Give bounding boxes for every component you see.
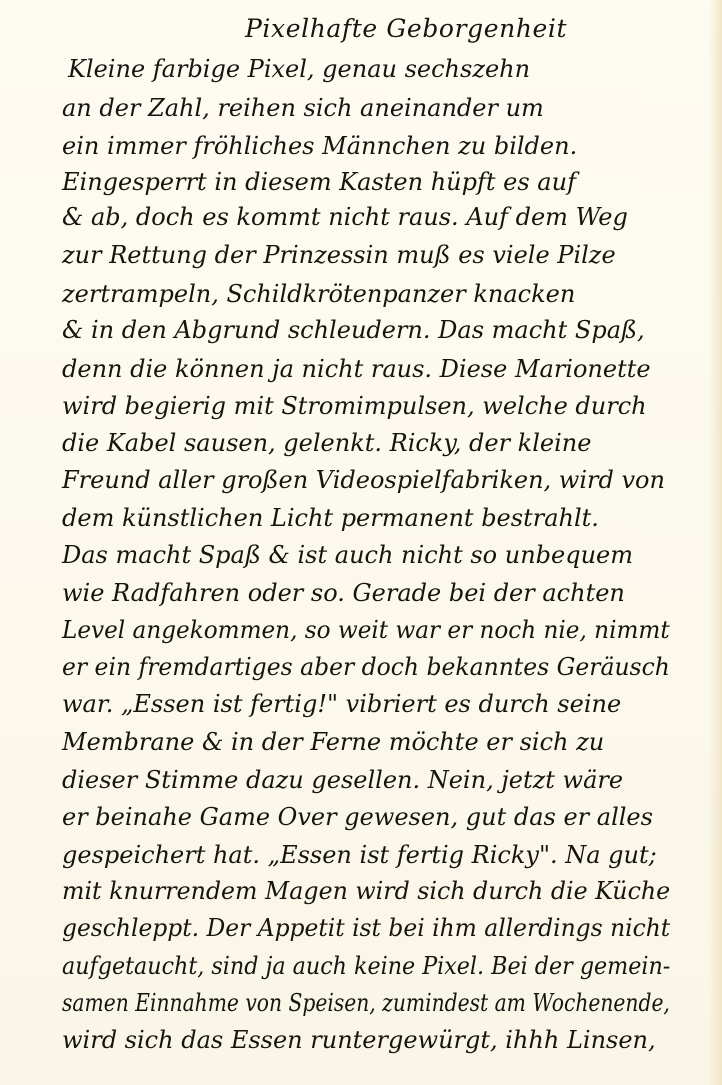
text-line: zur Rettung der Prinzessin muß es viele Pilze [62, 241, 616, 269]
text-line: geschleppt. Der Appetit ist bei ihm allerdings nicht [62, 914, 671, 942]
text-line: gespeichert hat. „Essen ist fertig Ricky". Na gut; [62, 841, 657, 869]
text-line: dem künstlichen Licht permanent bestrahlt. [62, 504, 599, 532]
text-line: Membrane & in der Ferne möchte er sich zu [62, 728, 605, 756]
text-line: an der Zahl, reihen sich aneinander um [62, 94, 544, 122]
text-line: Eingesperrt in diesem Kasten hüpft es auf [62, 168, 576, 196]
text-line: wie Radfahren oder so. Gerade bei der achten [62, 579, 625, 607]
text-line: wird sich das Essen runtergewürgt, ihhh Linsen, [62, 1026, 656, 1054]
page-title: Pixelhafte Geborgenheit [245, 14, 568, 43]
text-line: die Kabel sausen, gelenkt. Ricky, der kleine [62, 429, 592, 457]
text-line: Level angekommen, so weit war er noch nie, nimmt [62, 616, 670, 644]
text-line: samen Einnahme von Speisen, zumindest am Wochenende, [62, 989, 670, 1017]
text-line: ein immer fröhliches Männchen zu bilden. [62, 132, 578, 160]
text-line: Kleine farbige Pixel, genau sechszehn [68, 55, 531, 83]
text-line: zertrampeln, Schildkrötenpanzer knacken [62, 280, 576, 308]
text-line: & in den Abgrund schleudern. Das macht Spaß, [62, 316, 645, 344]
text-line: Freund aller großen Videospielfabriken, wird von [62, 466, 665, 494]
text-line: mit knurrendem Magen wird sich durch die Küche [62, 877, 671, 905]
text-line: & ab, doch es kommt nicht raus. Auf dem Weg [62, 203, 628, 231]
text-line: er ein fremdartiges aber doch bekanntes Geräusch [62, 653, 670, 681]
text-line: dieser Stimme dazu gesellen. Nein, jetzt wäre [62, 766, 624, 794]
text-line: er beinahe Game Over gewesen, gut das er alles [62, 803, 653, 831]
text-line: war. „Essen ist fertig!" vibriert es durch seine [62, 690, 622, 718]
text-line: Das macht Spaß & ist auch nicht so unbequem [62, 541, 634, 569]
text-line: wird begierig mit Stromimpulsen, welche durch [62, 392, 647, 420]
text-line: aufgetaucht, sind ja auch keine Pixel. Bei der gemein- [62, 952, 671, 980]
text-line: denn die können ja nicht raus. Diese Marionette [62, 355, 651, 383]
